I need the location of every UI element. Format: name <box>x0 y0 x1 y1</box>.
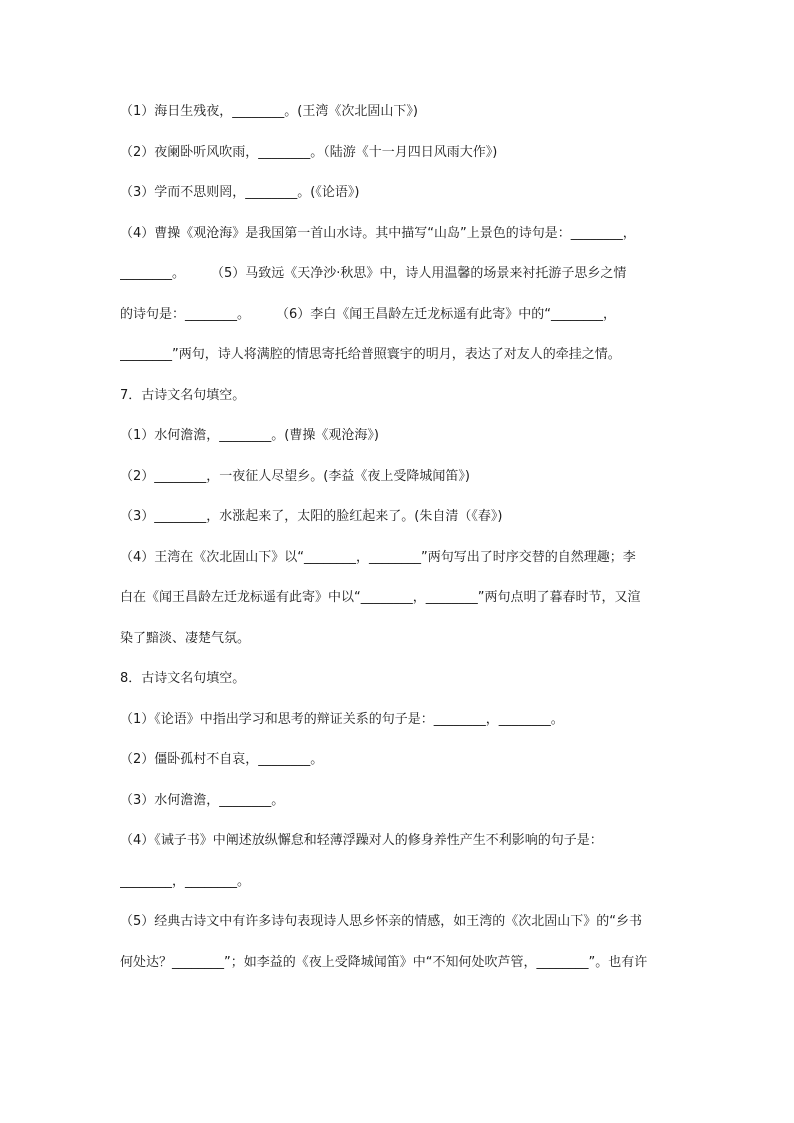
text-line: （2）夜阑卧听风吹雨，________。（陆游《十一月四日风雨大作》) <box>120 144 498 160</box>
text-line: （3）学而不思则罔，________。(《论语》) <box>120 185 360 200</box>
text-line: 的诗句是：________。 （6）李白《闻王昌龄左迁龙标遥有此寄》中的“________， <box>120 306 617 322</box>
text-line: 白在《闻王昌龄左迁龙标遥有此寄》中以“________，________”两句点明了暮春时节，又渲 <box>120 590 641 605</box>
text-line: （1）水何澹澹，________。(曹操《观沧海》) <box>120 428 379 443</box>
text-line: （5）经典古诗文中有许多诗句表现诗人思乡怀亲的情感，如王湾的《次北固山下》的“乡书 <box>120 914 643 929</box>
text-line: （4）《诫子书》中阐述放纵懈怠和轻薄浮躁对人的修身养性产生不利影响的句子是： <box>120 833 603 848</box>
question-heading: 7．古诗文名句填空。 <box>120 387 246 403</box>
text-line: 染了黯淡、凄楚气氛。 <box>120 630 251 646</box>
text-line: ________”两句，诗人将满腔的情思寄托给普照寰宇的明月，表达了对友人的牵挂之情。 <box>120 347 621 362</box>
text-line: （4）王湾在《次北固山下》以“________，________”两句写出了时序交替的自然理趣；李 <box>120 549 636 565</box>
text-line: （1）《论语》中指出学习和思考的辩证关系的句子是：________，________。 <box>120 711 564 727</box>
text-line: （2）________，一夜征人尽望乡。(李益《夜上受降城闻笛》) <box>120 468 470 484</box>
text-line: （3）________，水涨起来了，太阳的脸红起来了。(朱自清（《春》) <box>120 509 503 524</box>
text-line: 何处达？________”；如李益的《夜上受降城闻笛》中“不知何处吹芦管，________”。也有许 <box>120 954 648 970</box>
document-body <box>120 102 676 993</box>
text-line: （3）水何澹澹，________。 <box>120 792 285 808</box>
text-line: （2）僵卧孤村不自哀，________。 <box>120 752 324 767</box>
question-heading: 8．古诗文名句填空。 <box>120 671 246 686</box>
text-line: ________，________。 <box>120 873 251 889</box>
text-line: ________。 （5）马致远《天净沙·秋思》中，诗人用温馨的场景来衬托游子思乡之情 <box>120 266 627 281</box>
text-line: （1）海日生残夜，________。(王湾《次北固山下》) <box>120 104 418 119</box>
text-line: （4）曹操《观沧海》是我国第一首山水诗。其中描写“山岛”上景色的诗句是：________， <box>120 225 636 241</box>
